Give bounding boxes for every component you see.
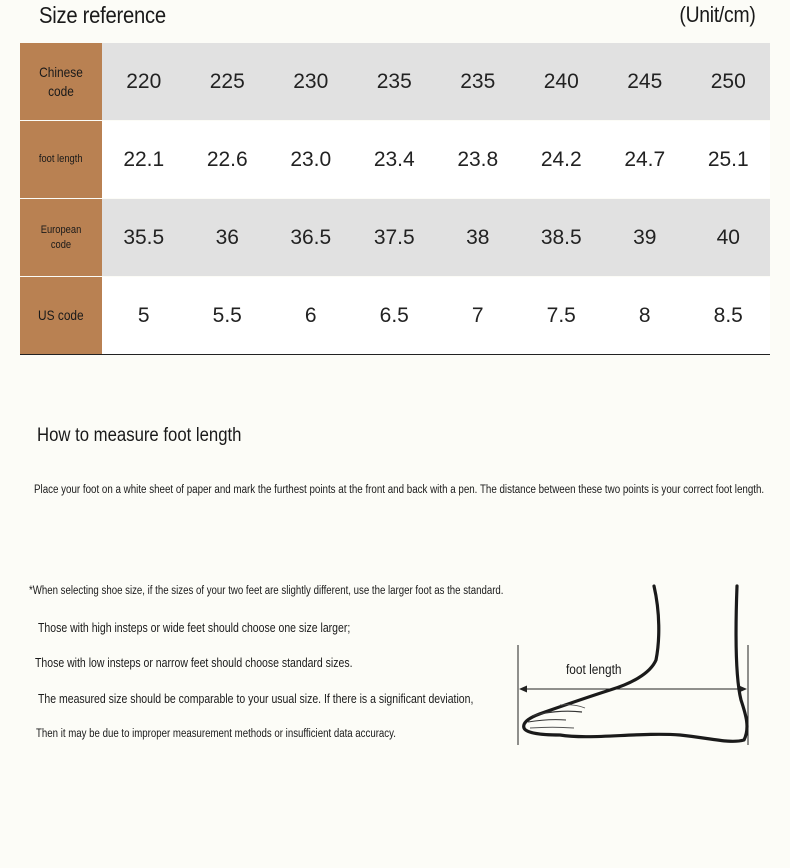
table-cell: 225 bbox=[209, 69, 245, 93]
note-line: Then it may be due to improper measurement methods or insufficient data accuracy. bbox=[36, 728, 396, 740]
table-row-european-code bbox=[20, 198, 770, 276]
measure-instruction: Place your foot on a white sheet of paper and mark the furthest points at the front and back with a pen. The distance between these two points is your correct foot length. bbox=[34, 484, 765, 496]
table-cell: 37.5 bbox=[373, 225, 415, 249]
table-cell: 220 bbox=[126, 69, 162, 93]
table-cell: 230 bbox=[293, 69, 329, 93]
table-cell: 23.8 bbox=[457, 147, 499, 171]
table-cell: 23.4 bbox=[373, 147, 415, 171]
table-cell: 235 bbox=[376, 69, 412, 93]
table-cell: 235 bbox=[460, 69, 496, 93]
row-label: US code bbox=[20, 277, 102, 354]
table-cell: 24.7 bbox=[624, 147, 666, 171]
table-cell: 5 bbox=[137, 303, 150, 327]
table-cell: 38 bbox=[466, 225, 490, 249]
table-cell: 23.0 bbox=[290, 147, 332, 171]
foot-measurement-diagram bbox=[510, 580, 760, 755]
foot-length-label: foot length bbox=[566, 662, 622, 677]
table-cell: 240 bbox=[543, 69, 579, 93]
table-row-foot-length bbox=[20, 120, 770, 198]
table-cell: 8 bbox=[638, 303, 651, 327]
row-label: foot length bbox=[20, 121, 102, 198]
table-cell: 6.5 bbox=[379, 303, 409, 327]
size-reference-title: Size reference bbox=[39, 2, 166, 28]
table-cell: 24.2 bbox=[540, 147, 582, 171]
row-label: European code bbox=[20, 199, 102, 276]
table-cell: 22.1 bbox=[123, 147, 165, 171]
unit-label: (Unit/cm) bbox=[679, 2, 756, 27]
table-cell: 25.1 bbox=[707, 147, 749, 171]
measure-section-title: How to measure foot length bbox=[37, 425, 242, 446]
note-line: Those with high insteps or wide feet should choose one size larger; bbox=[38, 621, 351, 635]
table-cell: 7 bbox=[471, 303, 484, 327]
table-cell: 5.5 bbox=[212, 303, 242, 327]
note-line: Those with low insteps or narrow feet should choose standard sizes. bbox=[35, 656, 353, 670]
note-line: *When selecting shoe size, if the sizes of your two feet are slightly different, use the larger foot as the standard. bbox=[29, 585, 504, 597]
table-cell: 36.5 bbox=[290, 225, 332, 249]
table-cell: 7.5 bbox=[546, 303, 576, 327]
table-cell: 35.5 bbox=[123, 225, 165, 249]
row-label: Chinese code bbox=[20, 43, 102, 120]
table-cell: 6 bbox=[304, 303, 317, 327]
size-table bbox=[20, 43, 770, 355]
table-cell: 36 bbox=[215, 225, 239, 249]
table-cell: 40 bbox=[716, 225, 740, 249]
table-cell: 245 bbox=[627, 69, 663, 93]
table-row-us-code bbox=[20, 276, 770, 354]
table-cell: 250 bbox=[710, 69, 746, 93]
table-cell: 38.5 bbox=[540, 225, 582, 249]
table-row-chinese-code bbox=[20, 43, 770, 120]
table-cell: 22.6 bbox=[206, 147, 248, 171]
table-cell: 39 bbox=[633, 225, 657, 249]
note-line: The measured size should be comparable to your usual size. If there is a significant deviation, bbox=[38, 692, 474, 706]
table-cell: 8.5 bbox=[713, 303, 743, 327]
